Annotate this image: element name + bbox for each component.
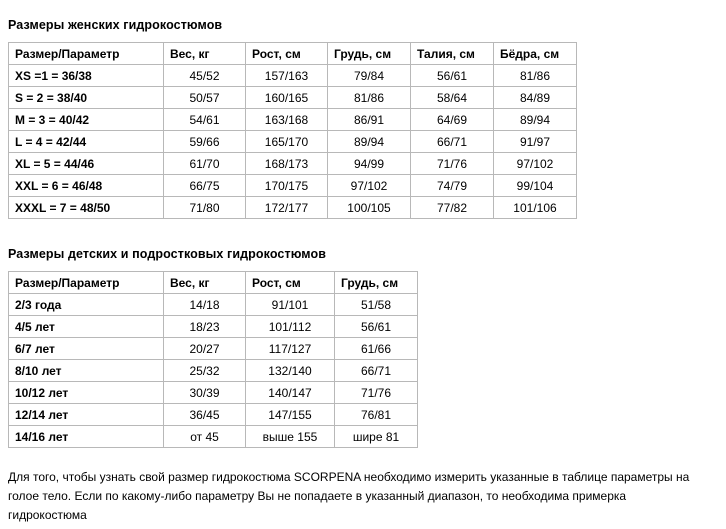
- women-table-title: Размеры женских гидрокостюмов: [8, 18, 223, 32]
- age-label: 14/16 лет: [9, 426, 164, 448]
- column-header: Грудь, см: [328, 43, 411, 65]
- table-row: [9, 131, 577, 153]
- age-label: 6/7 лет: [9, 338, 164, 360]
- cell-weight: 25/32: [164, 360, 246, 382]
- column-header: Бёдра, см: [494, 43, 577, 65]
- cell-chest: 81/86: [328, 87, 411, 109]
- column-header: Рост, см: [246, 272, 335, 294]
- cell-weight: 61/70: [164, 153, 246, 175]
- cell-weight: 18/23: [164, 316, 246, 338]
- cell-chest: 66/71: [335, 360, 418, 382]
- kids-size-table: [8, 271, 418, 448]
- size-label: XL = 5 = 44/46: [9, 153, 164, 175]
- cell-waist: 64/69: [411, 109, 494, 131]
- age-label: 4/5 лет: [9, 316, 164, 338]
- footnote-line-2: голое тело. Если по какому-либо параметру Вы не попадаете в указанный диапазон, то необходима примерка гидрокостюма: [8, 489, 627, 522]
- cell-height: 147/155: [246, 404, 335, 426]
- cell-height: 132/140: [246, 360, 335, 382]
- column-header: Размер/Параметр: [9, 43, 164, 65]
- table-row: [9, 404, 418, 426]
- cell-weight: 54/61: [164, 109, 246, 131]
- age-label: 12/14 лет: [9, 404, 164, 426]
- cell-height: 117/127: [246, 338, 335, 360]
- size-label: XXXL = 7 = 48/50: [9, 197, 164, 219]
- cell-hips: 91/97: [494, 131, 577, 153]
- table-row: [9, 360, 418, 382]
- cell-chest: шире 81: [335, 426, 418, 448]
- cell-weight: 14/18: [164, 294, 246, 316]
- cell-height: выше 155: [246, 426, 335, 448]
- cell-chest: 76/81: [335, 404, 418, 426]
- cell-height: 91/101: [246, 294, 335, 316]
- cell-chest: 79/84: [328, 65, 411, 87]
- column-header: Рост, см: [246, 43, 328, 65]
- cell-hips: 97/102: [494, 153, 577, 175]
- cell-chest: 61/66: [335, 338, 418, 360]
- table-row: [9, 382, 418, 404]
- cell-hips: 81/86: [494, 65, 577, 87]
- cell-weight: 45/52: [164, 65, 246, 87]
- size-label: S = 2 = 38/40: [9, 87, 164, 109]
- cell-chest: 100/105: [328, 197, 411, 219]
- column-header: Вес, кг: [164, 272, 246, 294]
- cell-waist: 58/64: [411, 87, 494, 109]
- column-header: Вес, кг: [164, 43, 246, 65]
- cell-weight: 50/57: [164, 87, 246, 109]
- age-label: 10/12 лет: [9, 382, 164, 404]
- cell-height: 157/163: [246, 65, 328, 87]
- cell-weight: 66/75: [164, 175, 246, 197]
- table-row: [9, 109, 577, 131]
- cell-height: 170/175: [246, 175, 328, 197]
- women-size-table: [8, 42, 577, 219]
- age-label: 8/10 лет: [9, 360, 164, 382]
- cell-chest: 51/58: [335, 294, 418, 316]
- cell-waist: 56/61: [411, 65, 494, 87]
- cell-height: 165/170: [246, 131, 328, 153]
- cell-chest: 97/102: [328, 175, 411, 197]
- table-row: [9, 175, 577, 197]
- footnote-line-1: Для того, чтобы узнать свой размер гидрокостюма SCORPENA необходимо измерить указанные в таблице параметры на: [8, 470, 690, 484]
- size-label: XS =1 = 36/38: [9, 65, 164, 87]
- table-row: [9, 87, 577, 109]
- table-row: [9, 316, 418, 338]
- size-label: M = 3 = 40/42: [9, 109, 164, 131]
- cell-chest: 89/94: [328, 131, 411, 153]
- cell-waist: 71/76: [411, 153, 494, 175]
- cell-chest: 94/99: [328, 153, 411, 175]
- cell-hips: 99/104: [494, 175, 577, 197]
- cell-weight: 36/45: [164, 404, 246, 426]
- cell-weight: 59/66: [164, 131, 246, 153]
- spacer: [8, 448, 718, 468]
- footnote-text: [8, 468, 708, 525]
- table-header-row: [9, 43, 577, 65]
- table-row: [9, 65, 577, 87]
- cell-weight: 20/27: [164, 338, 246, 360]
- cell-weight: 30/39: [164, 382, 246, 404]
- cell-height: 140/147: [246, 382, 335, 404]
- column-header: Талия, см: [411, 43, 494, 65]
- cell-waist: 74/79: [411, 175, 494, 197]
- age-label: 2/3 года: [9, 294, 164, 316]
- cell-waist: 66/71: [411, 131, 494, 153]
- size-label: L = 4 = 42/44: [9, 131, 164, 153]
- cell-hips: 89/94: [494, 109, 577, 131]
- cell-hips: 101/106: [494, 197, 577, 219]
- table-row: [9, 294, 418, 316]
- cell-height: 160/165: [246, 87, 328, 109]
- table-row: [9, 153, 577, 175]
- cell-weight: от 45: [164, 426, 246, 448]
- column-header: Размер/Параметр: [9, 272, 164, 294]
- cell-chest: 71/76: [335, 382, 418, 404]
- cell-chest: 56/61: [335, 316, 418, 338]
- column-header: Грудь, см: [335, 272, 418, 294]
- size-label: XXL = 6 = 46/48: [9, 175, 164, 197]
- cell-waist: 77/82: [411, 197, 494, 219]
- cell-hips: 84/89: [494, 87, 577, 109]
- spacer: [8, 219, 718, 247]
- kids-table-title: Размеры детских и подростковых гидрокостюмов: [8, 247, 327, 261]
- cell-height: 172/177: [246, 197, 328, 219]
- table-row: [9, 426, 418, 448]
- table-row: [9, 338, 418, 360]
- cell-height: 101/112: [246, 316, 335, 338]
- cell-weight: 71/80: [164, 197, 246, 219]
- table-row: [9, 197, 577, 219]
- cell-height: 163/168: [246, 109, 328, 131]
- table-header-row: [9, 272, 418, 294]
- cell-chest: 86/91: [328, 109, 411, 131]
- cell-height: 168/173: [246, 153, 328, 175]
